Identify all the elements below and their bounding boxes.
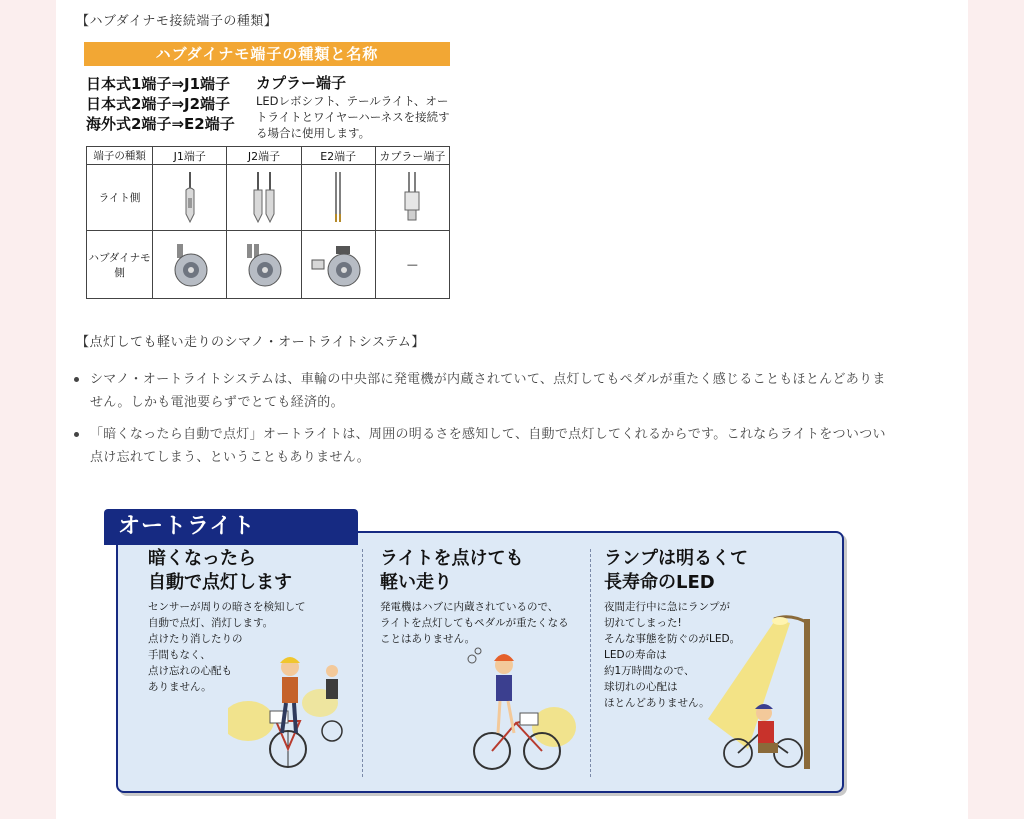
cyclist-autolight-illustration	[228, 637, 358, 777]
terminal-type-e2: 海外式2端子⇒E2端子	[86, 115, 235, 133]
j1-dynamo-terminal-icon	[153, 231, 227, 299]
terminal-types-list	[86, 74, 244, 134]
table-row-light	[87, 165, 450, 231]
coupler-description: LEDレボシフト、テールライト、オートライトとワイヤーハーネスを接続する場合に使用します。	[256, 94, 450, 140]
column-title: ライトを点けても 軽い走り	[380, 548, 524, 593]
table-header-row	[87, 147, 450, 165]
table-header: E2端子	[301, 147, 375, 165]
j1-light-connector-icon	[153, 165, 227, 231]
shimano-heading: 【点灯しても軽い走りのシマノ・オートライトシステム】	[76, 335, 425, 350]
row-label-dynamo: ハブダイナモ側	[87, 231, 153, 299]
j2-light-connector-icon	[227, 165, 301, 231]
row-label-light: ライト側	[87, 165, 153, 231]
feature-bullet-list	[72, 368, 892, 478]
bullet-icon	[74, 377, 79, 382]
table-row-dynamo	[87, 231, 450, 299]
column-body: 発電機はハブに内蔵されているので、 ライトを点灯してもペダルが重たくなる ことはありません。	[380, 601, 569, 645]
bullet-icon	[74, 432, 79, 437]
e2-dynamo-terminal-icon	[301, 231, 375, 299]
table-header: J1端子	[153, 147, 227, 165]
column-divider	[590, 549, 591, 777]
table-header: カプラー端子	[375, 147, 449, 165]
terminal-type-j1: 日本式1端子⇒J1端子	[86, 75, 231, 93]
hub-dynamo-terminal-figure	[80, 38, 452, 300]
e2-light-connector-icon	[301, 165, 375, 231]
bullet-text: 「暗くなったら自動で点灯」オートライトは、周囲の明るさを感知して、自動で点灯してくれるからです。これならライトをついつい点け忘れてしまう、ということもありません。	[90, 427, 886, 465]
autolight-panel	[116, 531, 844, 793]
cyclist-light-ride-illustration	[458, 639, 578, 777]
column-title: 暗くなったら 自動で点灯します	[148, 548, 292, 593]
list-item	[72, 423, 892, 469]
column-body: 夜間走行中に急にランプが 切れてしまった! そんな事態を防ぐのがLED。 LEDの寿命は 約1万時間なので、 球切れの心配は ほとんどありません。	[604, 601, 741, 709]
terminal-banner: ハブダイナモ端子の種類と名称	[84, 42, 450, 66]
column-divider	[362, 549, 363, 777]
autolight-column-light-ride	[380, 547, 590, 647]
autolight-figure	[100, 505, 844, 795]
column-title: ランプは明るくて 長寿命のLED	[604, 548, 748, 593]
hub-dynamo-heading: 【ハブダイナモ接続端子の種類】	[76, 14, 278, 29]
list-item	[72, 368, 892, 414]
coupler-light-connector-icon	[375, 165, 449, 231]
autolight-tab: オートライト	[104, 509, 358, 545]
terminal-type-j2: 日本式2端子⇒J2端子	[86, 95, 231, 113]
terminal-table	[86, 146, 450, 299]
table-header: J2端子	[227, 147, 301, 165]
table-header: 端子の種類	[87, 147, 153, 165]
led-lamp-illustration	[708, 589, 836, 779]
coupler-dynamo-dash: —	[375, 231, 449, 299]
bullet-text: シマノ・オートライトシステムは、車輪の中央部に発電機が内蔵されていて、点灯してもペダルが重たく感じることもほとんどありません。しかも電池要らずでとても経済的。	[90, 372, 886, 410]
column-body: センサーが周りの暗さを検知して 自動で点灯、消灯します。 点けたり消したりの 手間もなく、 点け忘れの心配も ありません。	[148, 601, 306, 693]
j2-dynamo-terminal-icon	[227, 231, 301, 299]
coupler-title: カプラー端子	[256, 74, 347, 92]
